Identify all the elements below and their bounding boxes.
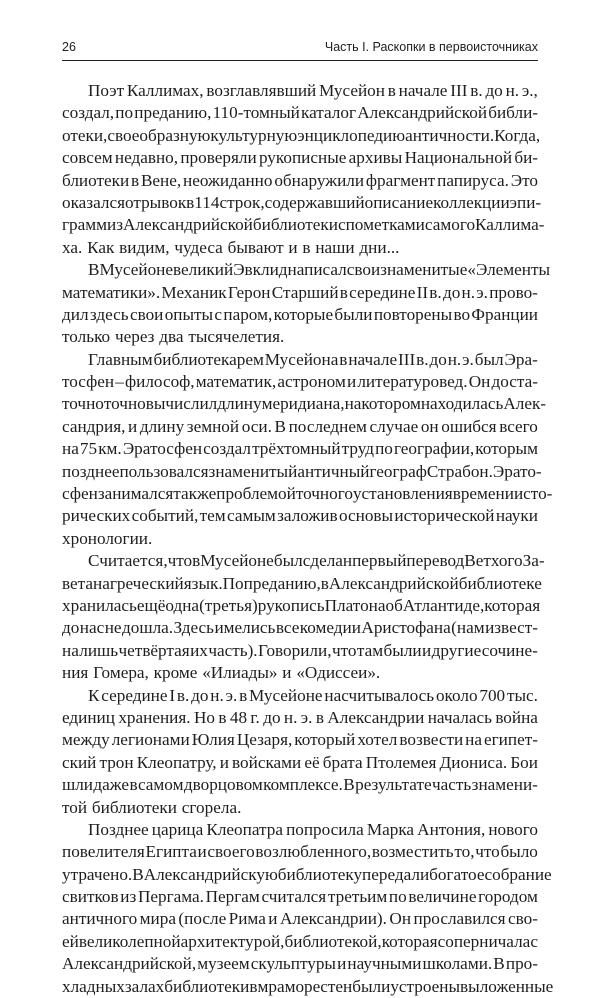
text-line: точно точно вычислил длину меридиана, на котором находилась Алек- [62,394,547,414]
text-line: на лишь четвёртая их часть). Говорили, что там были и другие сочине- [62,640,538,660]
text-line: повелителя Египта и своего возлюбленного, возместить то, что было [62,842,538,862]
text-line: хронологии. [62,528,153,548]
text-line: совсем недавно, проверяли рукописные архивы Национальной би- [62,148,538,168]
text-line: позднее пользовался знаменитый античный географ Страбон. Эрато- [62,461,542,481]
text-line: тосфен – философ, математик, астроном и литературовед. Он доста- [62,372,538,392]
running-header [62,40,538,54]
text-line: до нас не дошла. Здесь имелись все комедии Аристофана (нам извест- [62,618,538,638]
text-line: рических событий, тем самым заложив основы исторической науки [62,506,538,526]
text-line: Считается, что в Мусейоне был сделан первый перевод Ветхого За- [88,551,545,571]
text-line: единиц хранения. Но в 48 г. до н. э. в Александрии началась война [62,707,538,727]
text-line: оказался отрывок в 114 строк, содержавший описание коллекции эпи- [62,192,542,212]
paragraph [62,819,554,998]
text-line: отеки, своеобразную культурную энциклопедию античности. Когда, [62,125,541,145]
text-line: ха. Как видим, чудеса бывают и в наши дни... [62,237,400,257]
text-line: между легионами Юлия Цезаря, который хотел возвести на египет- [62,730,538,750]
text-line: математики». Механик Герон Старший в середине II в. до н. э. прово- [62,282,538,302]
text-line: сфен занимался также проблемой точного установления времени исто- [62,484,553,504]
text-line: на 75 км. Эратосфен создал трёхтомный труд по географии, которым [62,439,538,459]
text-line: К середине I в. до н. э. в Мусейоне насчитывалось около 700 тыс. [88,685,538,705]
text-line: свитков из Пергама. Пергам считался третьим по величине городом [62,887,538,907]
text-line: ния Гомера, кроме «Илиады» и «Одиссеи». [62,663,381,683]
text-line: создал, по преданию, 110-томный каталог Александрийской библи- [62,103,538,123]
text-line: той библиотеки сгорела. [62,797,242,817]
paragraph [62,80,545,259]
running-title: Часть I. Раскопки в первоисточниках [324,40,538,54]
text-line: ский трон Клеопатру, и войсками её брата Птолемея Диониса. Бои [62,752,538,772]
text-line: хладных залах библиотеки в мраморе стен были устроены выложенные [62,976,554,996]
text-line: блиотеки в Вене, неожиданно обнаружили фрагмент папируса. Это [62,170,538,190]
text-line: хранилась ещё одна (третья) рукопись Платона об Атлантиде, которая [62,595,541,615]
paragraph [62,685,538,819]
page-number: 26 [62,40,76,54]
text-line: античного мира (после Рима и Александрии). Он прославился сво- [62,909,538,929]
text-line: ей великолепной архитектурой, библиотекой, которая соперничала с [62,931,538,951]
paragraph [62,259,551,349]
text-line: Поэт Каллимах, возглавлявший Мусейон в начале III в. до н. э., [88,81,538,100]
header-rule [62,60,538,61]
text-line: шли даже в самом дворцовом комплексе. В результате часть знамени- [62,775,538,795]
text-line: дил здесь свои опыты с паром, которые были повторены во Франции [62,304,538,324]
text-line: В Мусейоне великий Эвклид написал свои знаменитые «Элементы [88,260,551,280]
text-line: грамм из Александрийской библиотеки с пометками самого Каллима- [62,215,545,235]
body-text [62,80,554,998]
paragraph [62,550,545,684]
text-line: Александрийской, музеем скульптуры и научными школами. В про- [62,954,538,974]
text-line: утрачено. В Александрийскую библиотеку передали богатое собрание [62,864,552,884]
text-line: только через два тысячелетия. [62,327,285,347]
text-line: сандрия, и длину земной оси. В последнем случае он ошибся всего [62,416,538,436]
text-line: вета на греческий язык. По преданию, в Александрийской библиотеке [62,573,542,593]
text-line: Позднее царица Клеопатра попросила Марка Антония, нового [88,819,538,839]
text-line: Главным библиотекарем Мусейона в начале III в. до н. э. был Эра- [88,349,538,369]
paragraph [62,349,553,551]
